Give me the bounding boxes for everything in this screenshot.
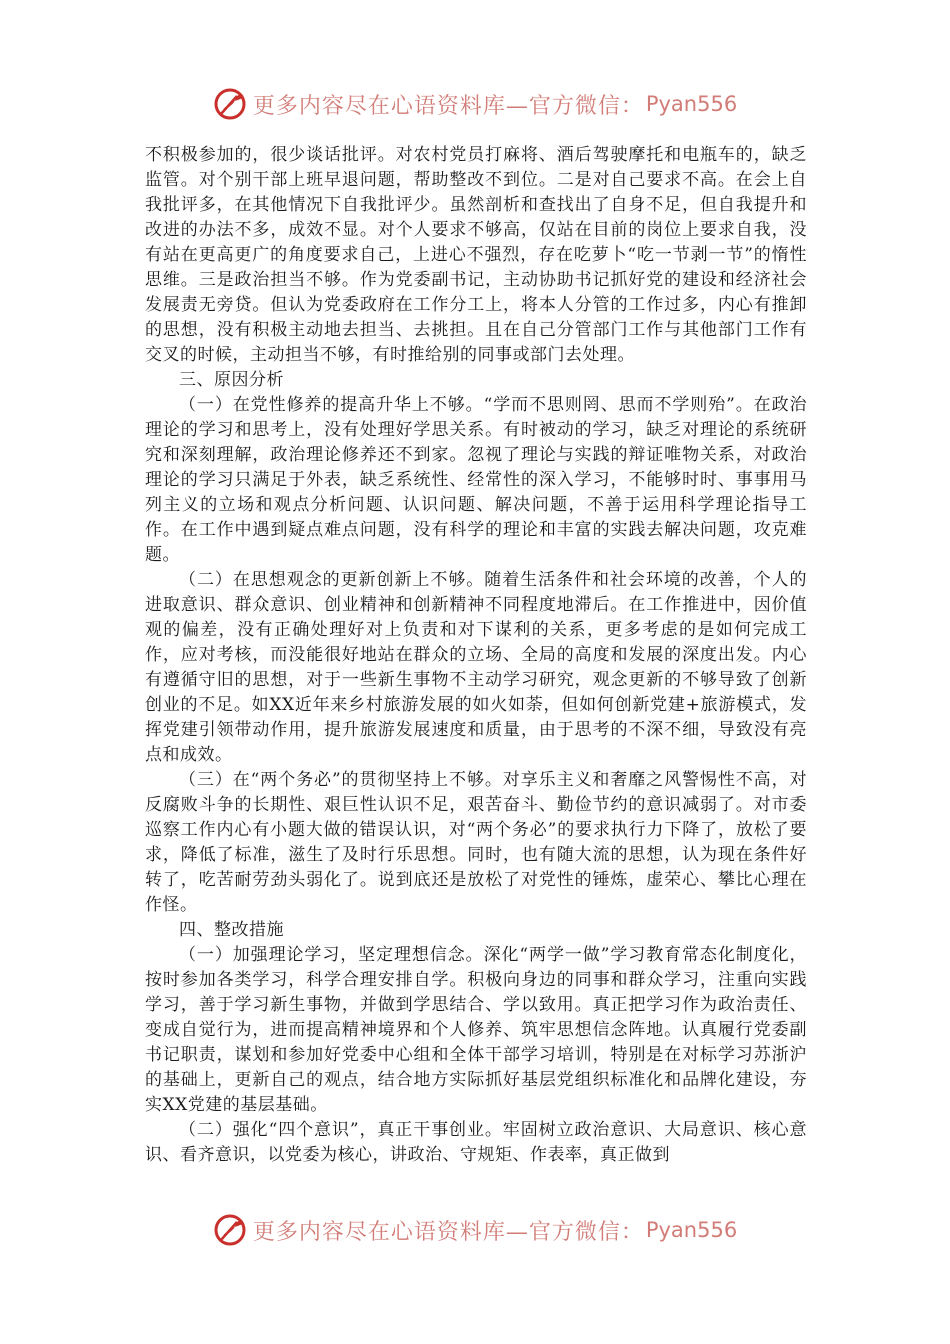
header-banner-text: 更多内容尽在心语资料库—官方微信： [252, 93, 644, 119]
document-body [145, 143, 807, 1168]
footer-wechat-id: Pyan556 [645, 1218, 738, 1242]
paragraph-continued: 不积极参加的，很少谈话批评。对农村党员打麻将、酒后驾驶摩托和电瓶车的，缺乏监管。对个别干部上班早退问题，帮助整改不到位。二是对自己要求不高。在会上自我批评多，在其他情况下自我批评少。虽然剖析和查找出了自身不足，但自我提升和改进的办法不多，成效不显。对个人要求不够高，仅站在目前的岗位上要求自我，没有站在更高更广的角度要求自己，上进心不强烈，存在吃萝卜“吃一节剥一节”的惰性思维。三是政治担当不够。作为党委副书记，主动协助书记抓好党的建设和经济社会发展责无旁贷。但认为党委政府在工作分工上，将本人分管的工作过多，内心有推卸的思想，没有积极主动地去担当、去挑担。且在自己分管部门工作与其他部门工作有交叉的时候，主动担当不够，有时推给别的同事或部门去处理。 [145, 145, 807, 365]
section-heading-rectification: 四、整改措施 [179, 920, 284, 940]
paragraph-measure-2: （二）强化“四个意识”，真正干事创业。牢固树立政治意识、大局意识、核心意识、看齐意识，以党委为核心，讲政治、守规矩、作表率，真正做到 [145, 1120, 807, 1165]
paragraph-cause-2: （二）在思想观念的更新创新上不够。随着生活条件和社会环境的改善，个人的进取意识、群众意识、创业精神和创新精神不同程度地滞后。在工作推进中，因价值观的偏差，没有正确处理好对上负责和对下谋利的关系，更多考虑的是如何完成工作，应对考核，而没能很好地站在群众的立场、全局的高度和发展的深度出发。内心有遵循守旧的思想，对于一些新生事物不主动学习研究，观念更新的不够导致了创新创业的不足。如XX近年来乡村旅游发展的如火如荼，但如何创新党建+旅游模式，发挥党建引领带动作用，提升旅游发展速度和质量，由于思考的不深不细，导致没有亮点和成效。 [145, 570, 807, 765]
paragraph-cause-1: （一）在党性修养的提高升华上不够。“学而不思则罔、思而不学则殆”。在政治理论的学习和思考上，没有处理好学思关系。有时被动的学习，缺乏对理论的系统研究和深刻理解，政治理论修养还不到家。忽视了理论与实践的辩证唯物关系，对政治理论的学习只满足于外表，缺乏系统性、经常性的深入学习，不能够时时、事事用马列主义的立场和观点分析问题、认识问题、解决问题，不善于运用科学理论指导工作。在工作中遇到疑点难点问题，没有科学的理论和丰富的实践去解决问题，攻克难题。 [145, 395, 807, 565]
paragraph-cause-3: （三）在“两个务必”的贯彻坚持上不够。对享乐主义和奢靡之风警惕性不高，对反腐败斗争的长期性、艰巨性认识不足，艰苦奋斗、勤俭节约的意识减弱了。对市委巡察工作内心有小题大做的错误认识，对“两个务必”的要求执行力下降了，放松了要求，降低了标准，滋生了及时行乐思想。同时，也有随大流的思想，认为现在条件好转了，吃苦耐劳劲头弱化了。说到底还是放松了对党性的锤炼，虚荣心、攀比心理在作怪。 [145, 770, 807, 915]
header-wechat-id: Pyan556 [645, 92, 738, 116]
quill-logo-icon [213, 87, 247, 121]
quill-logo-icon [213, 1213, 247, 1247]
section-heading-cause-analysis: 三、原因分析 [179, 370, 284, 390]
footer-banner[interactable] [0, 1206, 950, 1254]
header-banner[interactable] [0, 80, 950, 128]
footer-banner-text: 更多内容尽在心语资料库—官方微信： [252, 1219, 644, 1245]
paragraph-measure-1: （一）加强理论学习，坚定理想信念。深化“两学一做”学习教育常态化制度化，按时参加各类学习，科学合理安排自学。积极向身边的同事和群众学习，注重向实践学习，善于学习新生事物，并做到学思结合、学以致用。真正把学习作为政治责任、变成自觉行为，进而提高精神境界和个人修养、筑牢思想信念阵地。认真履行党委副书记职责，谋划和参加好党委中心组和全体干部学习培训，特别是在对标学习苏浙沪的基础上，更新自己的观点，结合地方实际抓好基层党组织标准化和品牌化建设，夯实XX党建的基层基础。 [145, 945, 807, 1115]
